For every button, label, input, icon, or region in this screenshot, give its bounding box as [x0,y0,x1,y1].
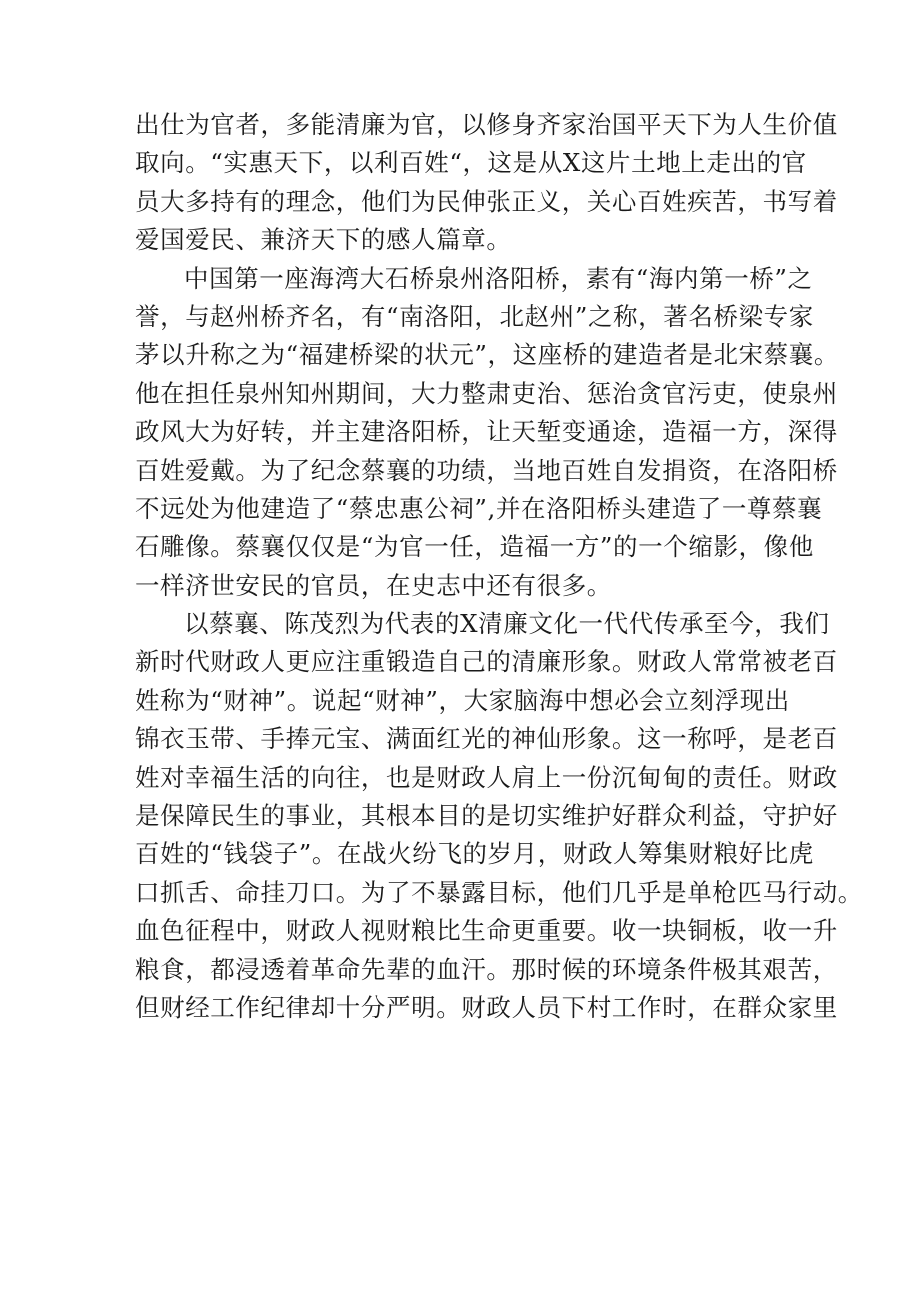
text-line: 但财经工作纪律却十分严明。财政人员下村工作时，在群众家里 [135,992,838,1022]
text-line: 锦衣玉带、手捧元宝、满面红光的神仙形象。这一称呼，是老百 [135,724,838,754]
text-line: 姓对幸福生活的向往，也是财政人肩上一份沉甸甸的责任。财政 [135,762,838,792]
text-line: 姓称为“财神”。说起“财神”，大家脑海中想必会立刻浮现出 [135,685,790,715]
text-line: 政风大为好转，并主建洛阳桥，让天堑变通途，造福一方，深得 [135,417,838,447]
text-line: 口抓舌、命挂刀口。为了不暴露目标，他们几乎是单枪匹马行动。 [135,877,863,907]
text-line: 新时代财政人更应注重锻造自己的清廉形象。财政人常常被老百 [135,647,838,677]
text-line: 茅以升称之为“福建桥梁的状元”，这座桥的建造者是北宋蔡襄。 [135,340,839,370]
text-line: 员大多持有的理念，他们为民伸张正义，关心百姓疾苦，书写着 [135,186,838,216]
text-line: 百姓爱戴。为了纪念蔡襄的功绩，当地百姓自发捐资，在洛阳桥 [135,455,838,485]
text-line: 石雕像。蔡襄仅仅是“为官一任，造福一方”的一个缩影，像他 [135,532,814,562]
text-line: 百姓的“钱袋子”。在战火纷飞的岁月，财政人筹集财粮好比虎 [135,839,814,869]
text-line: 血色征程中，财政人视财粮比生命更重要。收一块铜板，收一升 [135,916,838,946]
text-line: 粮食，都浸透着革命先辈的血汗。那时候的环境条件极其艰苦， [135,954,838,984]
paragraph-first-line: 中国第一座海湾大石桥泉州洛阳桥，素有“海内第一桥”之 [184,263,813,293]
text-line: 爱国爱民、兼济天下的感人篇章。 [135,225,512,255]
paragraph-first-line: 以蔡襄、陈茂烈为代表的X清廉文化一代代传承至今，我们 [184,609,830,639]
text-line: 出仕为官者，多能清廉为官，以修身齐家治国平天下为人生价值 [135,110,838,139]
text-line: 不远处为他建造了“蔡忠惠公祠”,并在洛阳桥头建造了一尊蔡襄 [135,493,823,523]
text-line: 取向。“实惠天下，以利百姓“，这是从X这片土地上走出的官 [135,148,807,178]
text-line: 是保障民生的事业，其根本目的是切实维护好群众利益，守护好 [135,801,838,831]
text-line: 一样济世安民的官员，在史志中还有很多。 [135,570,612,600]
text-line: 他在担任泉州知州期间，大力整肃吏治、惩治贪官污吏，使泉州 [135,378,838,408]
text-line: 誉，与赵州桥齐名，有“南洛阳，北赵州”之称，著名桥梁专家 [135,301,814,331]
body-text [135,106,863,1027]
